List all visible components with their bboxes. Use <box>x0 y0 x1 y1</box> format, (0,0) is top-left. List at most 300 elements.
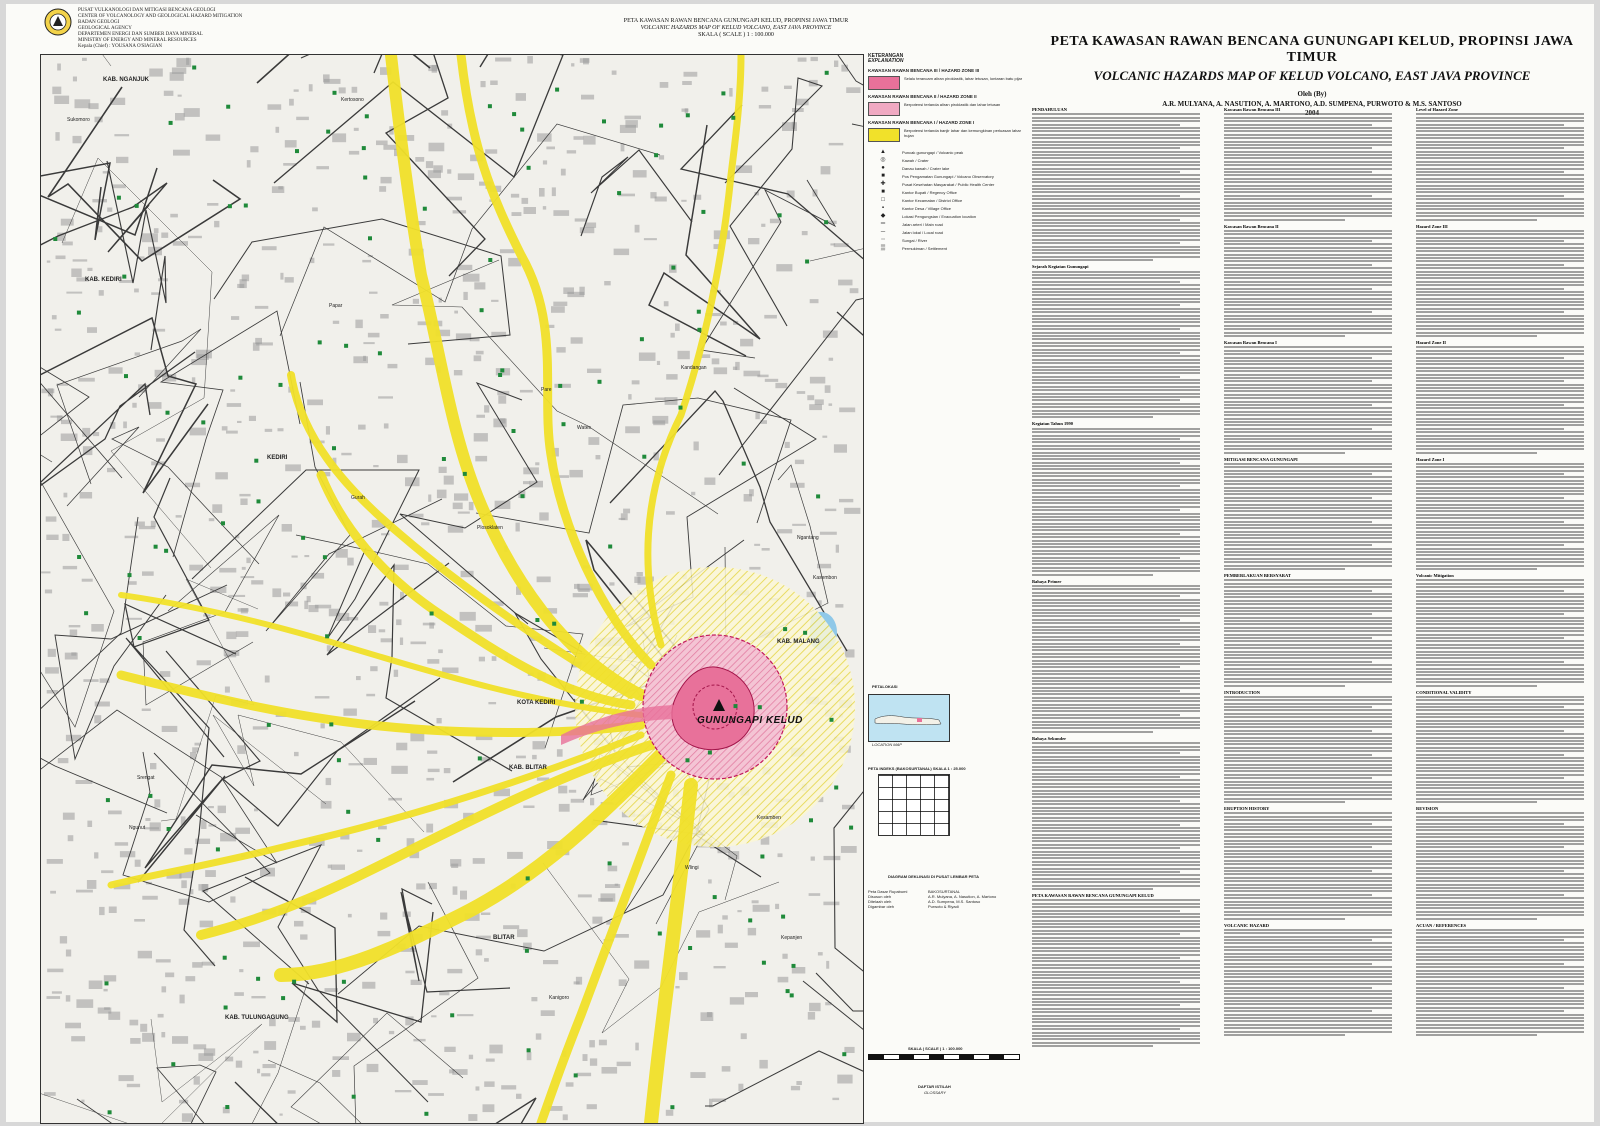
text-line <box>1416 853 1584 855</box>
text-line <box>1032 977 1200 979</box>
text-line <box>1032 874 1200 876</box>
settlement-block <box>54 96 69 104</box>
settlement-block <box>56 256 66 260</box>
settlement-block <box>685 108 688 113</box>
evacuation-marker-icon <box>488 258 492 262</box>
text-line <box>1032 379 1200 381</box>
evacuation-marker-icon <box>352 1095 356 1099</box>
text-line <box>1224 747 1392 749</box>
text-line <box>1416 740 1584 742</box>
settlement-block <box>520 390 533 393</box>
text-line <box>1032 212 1200 214</box>
text-line <box>1032 759 1200 761</box>
text-line <box>1416 720 1584 722</box>
legend-symbol-text: Jalan lokal / Local road <box>902 230 943 235</box>
settlement-block <box>57 64 61 71</box>
evacuation-marker-icon <box>701 210 705 214</box>
settlement-block <box>251 580 263 584</box>
text-line <box>1224 757 1392 759</box>
settlement-block <box>753 905 770 912</box>
settlement-block <box>370 666 377 671</box>
settlement-block <box>563 1114 568 1120</box>
settlement-block <box>476 415 485 418</box>
crater-rim-icon: ◎ <box>880 157 886 163</box>
settlement-block <box>818 952 823 955</box>
settlement-block <box>50 891 56 894</box>
text-line <box>1416 816 1584 818</box>
settlement-block <box>714 367 728 374</box>
text-line <box>1416 929 1584 931</box>
settlement-block <box>209 518 215 521</box>
text-line <box>1032 445 1200 447</box>
text-line <box>1224 840 1392 842</box>
text-line <box>1224 713 1392 715</box>
text-line <box>1416 257 1584 259</box>
text-line <box>1032 885 1200 887</box>
text-line <box>1416 561 1584 563</box>
settlement-block <box>426 161 433 168</box>
settlement-block <box>280 1114 283 1116</box>
report-column-2 <box>1224 104 1392 1114</box>
text-line <box>1032 416 1153 418</box>
text-line <box>1416 568 1537 570</box>
text-line <box>1032 960 1200 962</box>
text-line <box>1416 664 1584 666</box>
settlement-block <box>590 798 594 805</box>
settlement-block <box>722 1066 731 1072</box>
text-line <box>1032 731 1153 733</box>
text-line <box>1224 161 1392 163</box>
settlement-block <box>775 383 787 388</box>
text-line <box>1224 367 1392 369</box>
text-line <box>1032 284 1200 286</box>
text-line <box>1032 663 1200 665</box>
text-line <box>1032 820 1200 822</box>
hazard-map-canvas[interactable] <box>41 55 863 1123</box>
text-line <box>1032 920 1200 922</box>
text-line <box>1224 311 1372 313</box>
text-line <box>1416 843 1584 845</box>
text-line <box>1416 777 1564 779</box>
text-line <box>1032 485 1180 487</box>
evacuation-marker-icon <box>167 827 171 831</box>
settlement-block <box>517 929 528 937</box>
section-heading: VOLCANIC HAZARD <box>1224 922 1270 928</box>
text-line <box>1416 593 1584 595</box>
legend-zone3-text: Selalu terancam aliran piroklastik, lahar letusan, lontaran batu pijar <box>904 76 1023 81</box>
text-line <box>1416 500 1584 502</box>
text-line <box>1416 918 1537 920</box>
text-line <box>1224 219 1345 221</box>
text-line <box>1224 500 1392 502</box>
evacuation-marker-icon <box>148 794 152 798</box>
text-line <box>1032 609 1200 611</box>
legend-title-en: EXPLANATION <box>868 58 904 64</box>
settlement-block <box>837 1075 852 1084</box>
text-line <box>1416 390 1584 392</box>
text-line <box>1224 1010 1372 1012</box>
place-wates: Wates <box>577 425 591 431</box>
settlement-block <box>684 72 698 77</box>
section-heading: Hazard Zone II <box>1416 340 1447 345</box>
evacuation-marker-icon <box>598 380 602 384</box>
text-line <box>1224 397 1392 399</box>
evacuation-marker-icon <box>225 1105 229 1109</box>
text-line <box>1224 524 1392 526</box>
settlement-block <box>839 499 853 502</box>
settlement-block <box>125 536 139 539</box>
text-line <box>1032 776 1180 778</box>
section-heading: Kawasan Rawan Bencana I <box>1224 340 1277 345</box>
text-line <box>1224 846 1372 848</box>
text-line <box>1416 860 1584 862</box>
text-line <box>1224 956 1392 958</box>
settlement-block <box>368 625 376 633</box>
settlement-block <box>379 629 386 632</box>
text-line <box>1032 837 1200 839</box>
settlement-block <box>176 515 182 518</box>
text-line <box>1224 870 1372 872</box>
text-line <box>1416 144 1584 146</box>
text-line <box>1224 664 1392 666</box>
settlement-block <box>369 292 378 294</box>
settlement-block <box>759 1060 767 1069</box>
text-line <box>1416 863 1584 865</box>
settlement-block <box>300 1026 306 1030</box>
text-line <box>1416 644 1584 646</box>
text-line <box>1224 829 1392 831</box>
settlement-block <box>621 513 628 520</box>
text-line <box>1416 907 1584 909</box>
text-line <box>1224 212 1392 214</box>
text-line <box>1032 147 1180 149</box>
text-line <box>1416 360 1584 362</box>
text-line <box>1224 706 1372 708</box>
settlement-block <box>123 422 127 429</box>
text-line <box>1032 574 1153 576</box>
text-line <box>1416 791 1584 793</box>
text-line <box>1032 291 1200 293</box>
section-heading: Bahaya Sekunder <box>1032 735 1067 741</box>
text-line <box>1416 274 1584 276</box>
text-line <box>1032 670 1200 672</box>
text-line <box>1224 568 1345 570</box>
legend-zone2-row <box>868 102 1028 116</box>
settlement-block <box>484 958 489 962</box>
settlement-block <box>388 364 398 368</box>
evacuation-marker-icon <box>580 700 584 704</box>
text-line <box>1416 836 1584 838</box>
text-line <box>1224 674 1392 676</box>
evacuation-marker-icon <box>279 383 283 387</box>
settlement-block <box>156 959 171 962</box>
settlement-block <box>190 752 196 759</box>
text-line <box>1032 399 1180 401</box>
settlement-block <box>132 403 136 408</box>
text-line <box>1224 685 1345 687</box>
settlement-block <box>575 218 588 221</box>
inst-line: PUSAT VULKANOLOGI DAN MITIGASI BENCANA GEOLOGI <box>78 8 216 13</box>
settlement-block <box>561 169 566 176</box>
text-line <box>1416 990 1584 992</box>
text-line <box>1032 742 1200 744</box>
settlement-block <box>822 436 827 438</box>
text-line <box>1032 605 1200 607</box>
text-line <box>1032 1004 1180 1006</box>
settlement-block <box>428 495 431 502</box>
text-line <box>1416 277 1584 279</box>
text-line <box>1224 936 1392 938</box>
text-line <box>1416 610 1584 612</box>
report-title-id: PETA KAWASAN RAWAN BENCANA GUNUNGAPI KELUD, PROPINSI JAWA TIMUR <box>1050 34 1574 65</box>
text-line <box>1224 949 1392 951</box>
text-line <box>1032 406 1200 408</box>
settlement-block <box>52 991 62 993</box>
text-line <box>1032 506 1200 508</box>
settlement-block <box>452 1069 467 1075</box>
text-line <box>1032 328 1180 330</box>
evacuation-marker-icon <box>329 722 333 726</box>
evacuation-marker-icon <box>760 855 764 859</box>
text-line <box>1224 781 1392 783</box>
place-blitar: BLITAR <box>493 935 515 941</box>
evacuation-marker-icon <box>224 1006 228 1010</box>
settlement-block <box>474 282 485 289</box>
settlement-block <box>208 806 214 808</box>
text-line <box>1416 212 1584 214</box>
map-sheet <box>6 4 1594 1122</box>
text-line <box>1416 801 1537 803</box>
text-line <box>1224 534 1392 536</box>
institution-lines <box>78 8 258 50</box>
text-line <box>1032 536 1200 538</box>
text-line <box>1032 810 1200 812</box>
evacuation-marker-icon <box>346 810 350 814</box>
settlement-block <box>501 1085 516 1089</box>
text-line <box>1032 144 1200 146</box>
text-line <box>1032 252 1200 254</box>
text-line <box>1224 863 1392 865</box>
evacuation-marker-icon <box>344 344 348 348</box>
text-line <box>1224 1031 1392 1033</box>
text-line <box>1224 856 1392 858</box>
settlement-block <box>194 1076 200 1084</box>
text-line <box>1032 342 1200 344</box>
text-line <box>1416 647 1584 649</box>
settlement-block <box>578 894 592 897</box>
text-line <box>1416 441 1584 443</box>
settlement-block <box>119 1075 134 1081</box>
evacuation-marker-icon <box>527 1048 531 1052</box>
evacuation-marker-icon <box>748 918 752 922</box>
text-line <box>1032 840 1200 842</box>
text-line <box>1224 973 1392 975</box>
settlement-block <box>65 1023 81 1029</box>
text-line <box>1032 462 1180 464</box>
settlement-block <box>98 226 102 232</box>
text-line <box>1224 171 1372 173</box>
text-line <box>1416 897 1584 899</box>
settlement-block <box>587 1104 597 1109</box>
settlement-block <box>762 87 769 92</box>
legend-symbol-row <box>868 214 1028 219</box>
text-line <box>1416 956 1584 958</box>
text-line <box>1224 321 1392 323</box>
settlement-block <box>749 567 760 570</box>
text-line <box>1416 1017 1584 1019</box>
settlement-block <box>829 358 834 361</box>
settlement-block <box>63 566 77 569</box>
text-line <box>1224 600 1392 602</box>
legend-zone2-title: KAWASAN RAWAN BENCANA II / HAZARD ZONE II <box>868 94 977 99</box>
text-line <box>1416 1027 1584 1029</box>
settlement-block <box>363 342 374 344</box>
text-line <box>1416 377 1584 379</box>
settlement-icon: ▒ <box>880 245 886 251</box>
settlement-block <box>527 56 533 64</box>
text-line <box>1416 654 1584 656</box>
settlement-block <box>288 1090 296 1093</box>
settlement-block <box>491 300 498 302</box>
text-line <box>1224 1017 1392 1019</box>
text-line <box>1224 1027 1392 1029</box>
settlement-block <box>741 1033 747 1039</box>
text-line <box>1416 973 1584 975</box>
settlement-block <box>184 848 192 854</box>
text-line <box>1224 470 1392 472</box>
text-line <box>1224 188 1392 190</box>
text-line <box>1416 288 1564 290</box>
text-line <box>1032 727 1200 729</box>
evacuation-marker-icon <box>442 457 446 461</box>
text-line <box>1224 288 1372 290</box>
settlement-block <box>349 151 359 155</box>
text-line <box>1416 473 1564 475</box>
text-line <box>1416 657 1584 659</box>
settlement-block <box>45 667 59 673</box>
evacuation-marker-icon <box>488 104 492 108</box>
text-line <box>1224 737 1392 739</box>
settlement-block <box>730 997 744 1004</box>
settlement-block <box>227 403 241 407</box>
settlement-block <box>810 377 825 384</box>
text-line <box>1032 315 1200 317</box>
text-line <box>1032 916 1200 918</box>
text-line <box>1032 913 1200 915</box>
text-line <box>1224 647 1392 649</box>
text-line <box>1416 202 1584 204</box>
settlement-block <box>200 921 214 928</box>
settlement-block <box>500 249 515 253</box>
text-line <box>1224 463 1392 465</box>
text-line <box>1224 853 1392 855</box>
settlement-block <box>543 206 546 210</box>
text-line <box>1416 681 1584 683</box>
settlement-block <box>578 588 590 592</box>
location-map-title-en: LOCATION MAP <box>872 742 902 747</box>
settlement-block <box>829 403 833 406</box>
settlement-block <box>601 893 616 901</box>
credit-value: A.R. Mulyana, A. Nasution, A. Martono <box>928 894 997 899</box>
text-line <box>1032 376 1180 378</box>
text-line <box>1416 887 1584 889</box>
settlement-block <box>262 246 277 250</box>
settlement-block <box>738 1084 743 1091</box>
text-line <box>1032 649 1200 651</box>
settlement-block <box>89 981 103 990</box>
legend-symbol-list <box>868 150 1028 251</box>
settlement-block <box>657 361 660 365</box>
settlement-block <box>671 333 675 338</box>
settlement-block <box>615 884 619 886</box>
settlement-block <box>795 460 804 464</box>
evacuation-marker-icon <box>77 555 81 559</box>
text-line <box>1224 507 1392 509</box>
evacuation-marker-icon <box>228 204 232 208</box>
settlement-block <box>704 478 715 485</box>
hazard-map[interactable] <box>40 54 864 1124</box>
text-line <box>1416 497 1564 499</box>
text-line <box>1416 1020 1584 1022</box>
settlement-block <box>574 584 580 589</box>
section-heading: Hazard Zone III <box>1416 223 1448 229</box>
text-line <box>1224 798 1392 800</box>
text-line <box>1224 770 1392 772</box>
settlement-block <box>463 292 467 300</box>
text-line <box>1224 784 1392 786</box>
text-line <box>1224 191 1392 193</box>
settlement-block <box>850 288 859 293</box>
settlement-block <box>563 287 574 294</box>
text-line <box>1224 304 1392 306</box>
settlement-block <box>785 442 790 448</box>
text-line <box>1032 222 1200 224</box>
text-line <box>1416 901 1584 903</box>
settlement-block <box>55 329 62 331</box>
text-line <box>1416 630 1584 632</box>
text-line <box>1032 239 1200 241</box>
settlement-block <box>282 524 292 532</box>
text-line <box>1416 353 1584 355</box>
settlement-block <box>749 489 754 496</box>
settlement-block <box>764 315 777 319</box>
settlement-block <box>112 184 126 188</box>
text-line <box>1224 178 1392 180</box>
text-line <box>1032 410 1200 412</box>
evacuation-marker-icon <box>521 494 525 498</box>
evacuation-marker-icon <box>53 237 57 241</box>
text-line <box>1032 1021 1200 1023</box>
settlement-block <box>348 914 352 918</box>
settlement-block <box>405 971 414 974</box>
text-line <box>1224 787 1392 789</box>
section-heading: Kawasan Rawan Bencana II <box>1224 223 1279 229</box>
settlement-block <box>608 866 618 872</box>
settlement-block <box>577 1073 591 1077</box>
settlement-block <box>45 590 52 594</box>
settlement-block <box>394 670 398 677</box>
text-line <box>1032 277 1200 279</box>
evacuation-marker-icon <box>362 146 366 150</box>
settlement-block <box>454 493 468 500</box>
text-line <box>1416 421 1584 423</box>
settlement-block <box>426 778 434 781</box>
text-line <box>1032 899 1200 901</box>
settlement-block <box>557 749 563 757</box>
settlement-block <box>552 187 556 196</box>
settlement-block <box>823 331 838 338</box>
text-line <box>1224 976 1392 978</box>
